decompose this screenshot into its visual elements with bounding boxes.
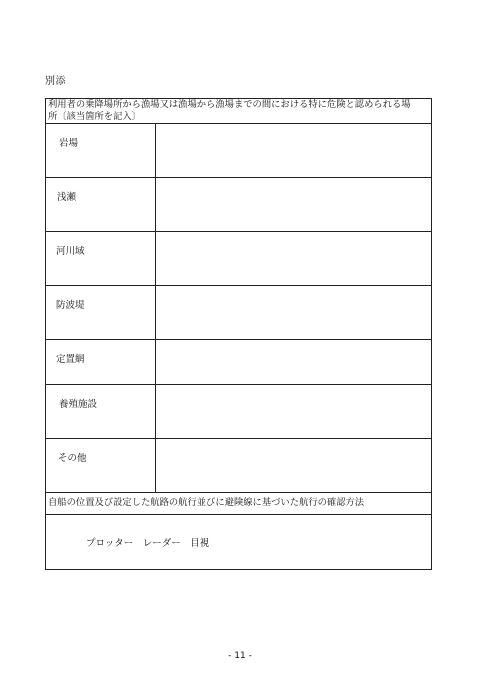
table-row-shallows: [46, 178, 431, 232]
table-row-aquaculture-facility: [46, 385, 431, 439]
row-label-text: 河川域: [56, 246, 85, 257]
row-entry-cell[interactable]: [156, 385, 431, 438]
row-entry-cell[interactable]: [156, 439, 431, 492]
attachment-label: 別添: [45, 76, 66, 87]
navigation-confirmation-cell[interactable]: [46, 515, 431, 569]
row-label-cell: [46, 124, 156, 177]
row-entry-cell[interactable]: [156, 286, 431, 339]
danger-area-header: 利用者の乗降場所から漁場又は漁場から漁場までの間における特に危険と認められる場 所〔該当箇所を記入〕: [46, 99, 431, 124]
navigation-confirmation-header: 自船の位置及び設定した航路の航行並びに避険線に基づいた航行の確認方法: [46, 493, 431, 515]
confirmation-methods-text: プロッター レーダー 目視: [86, 538, 210, 549]
table-row-breakwater: [46, 286, 431, 340]
row-label-text: 岩場: [59, 138, 79, 149]
table-row-set-net: [46, 340, 431, 385]
row-label-text: 防波堤: [56, 300, 85, 311]
row-label-text: 養殖施設: [59, 399, 98, 410]
row-label-text: 浅瀬: [57, 192, 77, 203]
table-row-rocky-area: [46, 124, 431, 178]
row-entry-cell[interactable]: [156, 232, 431, 285]
row-entry-cell[interactable]: [156, 124, 431, 177]
row-label-cell: [46, 385, 156, 438]
table-row-river-area: [46, 232, 431, 286]
row-entry-cell[interactable]: [156, 340, 431, 384]
danger-area-form-table: [45, 98, 432, 570]
row-label-text: 定置網: [56, 354, 85, 365]
row-entry-cell[interactable]: [156, 178, 431, 231]
row-label-cell: [46, 286, 156, 339]
row-label-cell: [46, 178, 156, 231]
row-label-cell: [46, 439, 156, 492]
page-number: - 11 -: [228, 651, 252, 661]
table-row-other: [46, 439, 431, 493]
row-label-cell: [46, 232, 156, 285]
row-label-cell: [46, 340, 156, 384]
row-label-text: その他: [58, 453, 87, 464]
